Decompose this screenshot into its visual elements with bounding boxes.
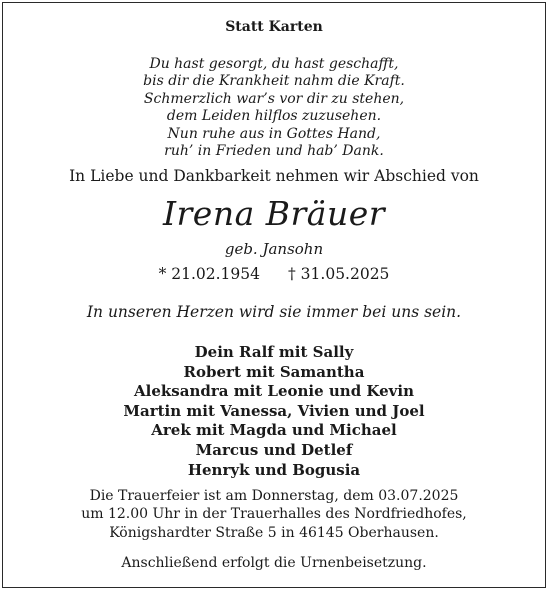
mourner-line: Dein Ralf mit Sally (194, 343, 354, 361)
poem-line: dem Leiden hilflos zuzusehen. (166, 108, 382, 125)
deceased-name: Irena Bräuer (162, 194, 385, 233)
mourner-line: Martin mit Vanessa, Vivien und Joel (123, 401, 425, 420)
mourner-line: Arek mit Magda und Michael (151, 421, 397, 440)
poem-line: bis dir die Krankheit nahm die Kraft. (143, 73, 405, 90)
funeral-info-line: Königshardter Straße 5 in 46145 Oberhausen. (109, 524, 439, 541)
memorial-poem (3, 56, 545, 160)
birth-date: * 21.02.1954 (158, 265, 260, 283)
funeral-info-line: um 12.00 Uhr in der Trauerhalles des Nordfriedhofes, (81, 506, 467, 523)
mourners-list (3, 343, 545, 480)
farewell-intro: In Liebe und Dankbarkeit nehmen wir Abschied von (69, 167, 479, 185)
life-dates (3, 267, 545, 283)
mourner-line: Aleksandra mit Leonie und Kevin (134, 382, 414, 401)
memorial-motto: In unseren Herzen wird sie immer bei uns sein. (86, 303, 462, 321)
mourner-line: Henryk und Bogusia (187, 460, 361, 479)
funeral-info (3, 487, 545, 542)
birth-name: geb. Jansohn (224, 240, 324, 258)
mourner-line: Marcus und Detlef (195, 440, 353, 459)
obituary-notice (2, 2, 546, 588)
notice-header: Statt Karten (225, 19, 323, 35)
poem-line: Nun ruhe aus in Gottes Hand, (167, 125, 381, 142)
poem-line: ruh’ in Frieden und hab’ Dank. (164, 143, 384, 160)
mourner-line: Robert mit Samantha (183, 362, 365, 381)
poem-line: Du hast gesorgt, du hast geschafft, (149, 56, 399, 72)
death-date: † 31.05.2025 (288, 265, 390, 283)
funeral-info-line: Die Trauerfeier ist am Donnerstag, dem 03.07.2025 (89, 488, 459, 504)
urn-burial-note: Anschließend erfolgt die Urnenbeisetzung. (121, 555, 427, 571)
poem-line: Schmerzlich war’s vor dir zu stehen, (143, 90, 405, 107)
